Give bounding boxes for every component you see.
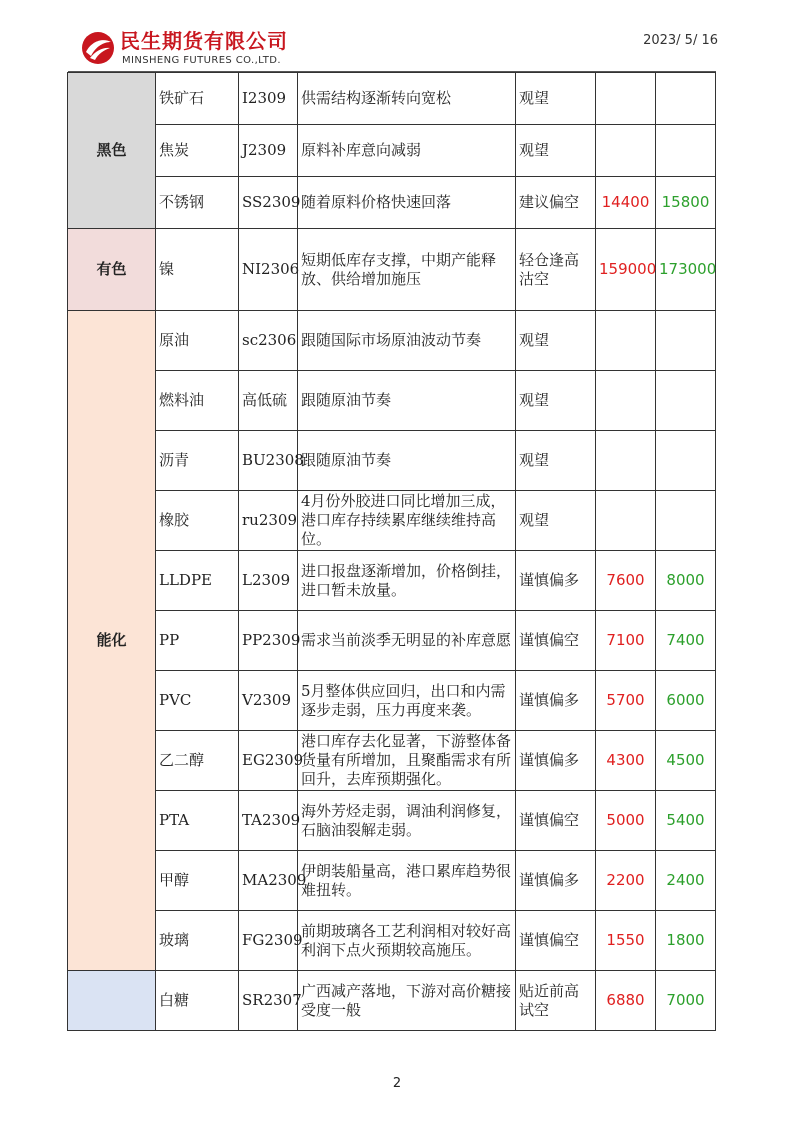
variety-name: 焦炭 xyxy=(156,125,239,177)
resistance-level xyxy=(656,491,716,551)
table-row xyxy=(68,311,716,371)
support-level xyxy=(596,311,656,371)
variety-name: 乙二醇 xyxy=(156,731,239,791)
strategy-text: 观望 xyxy=(516,125,596,177)
support-level xyxy=(596,491,656,551)
logic-text: 跟随原油节奏 xyxy=(298,431,516,491)
contract-code: NI2306 xyxy=(239,229,298,311)
support-level: 14400 xyxy=(596,177,656,229)
strategy-table xyxy=(67,72,716,1031)
logic-text: 随着原料价格快速回落 xyxy=(298,177,516,229)
logic-text: 进口报盘逐渐增加，价格倒挂，进口暂未放量。 xyxy=(298,551,516,611)
support-level xyxy=(596,371,656,431)
strategy-text: 谨慎偏多 xyxy=(516,671,596,731)
contract-code: SR2307 xyxy=(239,971,298,1031)
contract-code: PP2309 xyxy=(239,611,298,671)
resistance-level: 8000 xyxy=(656,551,716,611)
company-name-en: MINSHENG FUTURES CO.,LTD. xyxy=(122,55,281,66)
contract-code: ru2309 xyxy=(239,491,298,551)
resistance-level: 6000 xyxy=(656,671,716,731)
logic-text: 5月整体供应回归，出口和内需逐步走弱，压力再度来袭。 xyxy=(298,671,516,731)
strategy-text: 贴近前高试空 xyxy=(516,971,596,1031)
resistance-level: 2400 xyxy=(656,851,716,911)
support-level: 5700 xyxy=(596,671,656,731)
resistance-level xyxy=(656,125,716,177)
resistance-level: 1800 xyxy=(656,911,716,971)
contract-code: V2309 xyxy=(239,671,298,731)
support-level: 4300 xyxy=(596,731,656,791)
table-row xyxy=(68,491,716,551)
contract-code: L2309 xyxy=(239,551,298,611)
logic-text: 跟随原油节奏 xyxy=(298,371,516,431)
table-row xyxy=(68,125,716,177)
strategy-text: 谨慎偏空 xyxy=(516,791,596,851)
support-level xyxy=(596,125,656,177)
contract-code: TA2309 xyxy=(239,791,298,851)
resistance-level xyxy=(656,73,716,125)
contract-code: J2309 xyxy=(239,125,298,177)
report-date: 2023/ 5/ 16 xyxy=(643,33,718,48)
support-level: 6880 xyxy=(596,971,656,1031)
logic-text: 广西减产落地，下游对高价糖接受度一般 xyxy=(298,971,516,1031)
strategy-text: 观望 xyxy=(516,491,596,551)
variety-name: 白糖 xyxy=(156,971,239,1031)
table-row xyxy=(68,851,716,911)
support-level: 7100 xyxy=(596,611,656,671)
logic-text: 海外芳烃走弱，调油利润修复，石脑油裂解走弱。 xyxy=(298,791,516,851)
support-level xyxy=(596,431,656,491)
logic-text: 需求当前淡季无明显的补库意愿 xyxy=(298,611,516,671)
contract-code: SS2309 xyxy=(239,177,298,229)
table-row xyxy=(68,791,716,851)
contract-code: sc2306 xyxy=(239,311,298,371)
variety-name: LLDPE xyxy=(156,551,239,611)
resistance-level: 15800 xyxy=(656,177,716,229)
variety-name: 玻璃 xyxy=(156,911,239,971)
resistance-level: 4500 xyxy=(656,731,716,791)
table-row xyxy=(68,671,716,731)
table-row xyxy=(68,551,716,611)
variety-name: 铁矿石 xyxy=(156,73,239,125)
support-level: 2200 xyxy=(596,851,656,911)
strategy-text: 谨慎偏多 xyxy=(516,551,596,611)
strategy-text: 谨慎偏多 xyxy=(516,731,596,791)
table-row xyxy=(68,371,716,431)
page-header xyxy=(0,0,794,72)
sector-black: 黑色 xyxy=(68,73,156,229)
contract-code: MA2309 xyxy=(239,851,298,911)
resistance-level xyxy=(656,431,716,491)
table-row xyxy=(68,431,716,491)
logic-text: 短期低库存支撑，中期产能释放、供给增加施压 xyxy=(298,229,516,311)
variety-name: 镍 xyxy=(156,229,239,311)
sector-energy: 能化 xyxy=(68,311,156,971)
table-row xyxy=(68,971,716,1031)
logic-text: 前期玻璃各工艺利润相对较好高利润下点火预期较高施压。 xyxy=(298,911,516,971)
variety-name: PTA xyxy=(156,791,239,851)
variety-name: 燃料油 xyxy=(156,371,239,431)
contract-code: BU2308 xyxy=(239,431,298,491)
support-level: 5000 xyxy=(596,791,656,851)
variety-name: 沥青 xyxy=(156,431,239,491)
resistance-level: 5400 xyxy=(656,791,716,851)
resistance-level: 173000 xyxy=(656,229,716,311)
strategy-text: 轻仓逢高沽空 xyxy=(516,229,596,311)
resistance-level: 7400 xyxy=(656,611,716,671)
support-level: 159000 xyxy=(596,229,656,311)
strategy-text: 谨慎偏多 xyxy=(516,851,596,911)
resistance-level: 7000 xyxy=(656,971,716,1031)
page-number: 2 xyxy=(392,1076,402,1091)
support-level: 7600 xyxy=(596,551,656,611)
resistance-level xyxy=(656,311,716,371)
variety-name: 甲醇 xyxy=(156,851,239,911)
variety-name: PP xyxy=(156,611,239,671)
logic-text: 4月份外胶进口同比增加三成，港口库存持续累库继续维持高位。 xyxy=(298,491,516,551)
company-name-cn: 民生期货有限公司 xyxy=(120,29,288,53)
logic-text: 港口库存去化显著，下游整体备货量有所增加，且聚酯需求有所回升，去库预期强化。 xyxy=(298,731,516,791)
strategy-text: 观望 xyxy=(516,371,596,431)
table-row xyxy=(68,229,716,311)
support-level: 1550 xyxy=(596,911,656,971)
contract-code: FG2309 xyxy=(239,911,298,971)
strategy-text: 观望 xyxy=(516,431,596,491)
variety-name: 原油 xyxy=(156,311,239,371)
logic-text: 原料补库意向减弱 xyxy=(298,125,516,177)
support-level xyxy=(596,73,656,125)
variety-name: PVC xyxy=(156,671,239,731)
sector-nonferrous: 有色 xyxy=(68,229,156,311)
contract-code: 高低硫 xyxy=(239,371,298,431)
strategy-text: 建议偏空 xyxy=(516,177,596,229)
variety-name: 不锈钢 xyxy=(156,177,239,229)
table-row xyxy=(68,911,716,971)
contract-code: I2309 xyxy=(239,73,298,125)
table-row xyxy=(68,177,716,229)
resistance-level xyxy=(656,371,716,431)
strategy-text: 谨慎偏空 xyxy=(516,611,596,671)
sector-agri xyxy=(68,971,156,1031)
logic-text: 跟随国际市场原油波动节奏 xyxy=(298,311,516,371)
contract-code: EG2309 xyxy=(239,731,298,791)
strategy-text: 观望 xyxy=(516,311,596,371)
logic-text: 供需结构逐渐转向宽松 xyxy=(298,73,516,125)
table-row xyxy=(68,611,716,671)
variety-name: 橡胶 xyxy=(156,491,239,551)
minsheng-logo-icon xyxy=(80,30,116,66)
table-row xyxy=(68,73,716,125)
strategy-text: 观望 xyxy=(516,73,596,125)
table-row xyxy=(68,731,716,791)
strategy-text: 谨慎偏空 xyxy=(516,911,596,971)
logic-text: 伊朗装船量高，港口累库趋势很难扭转。 xyxy=(298,851,516,911)
